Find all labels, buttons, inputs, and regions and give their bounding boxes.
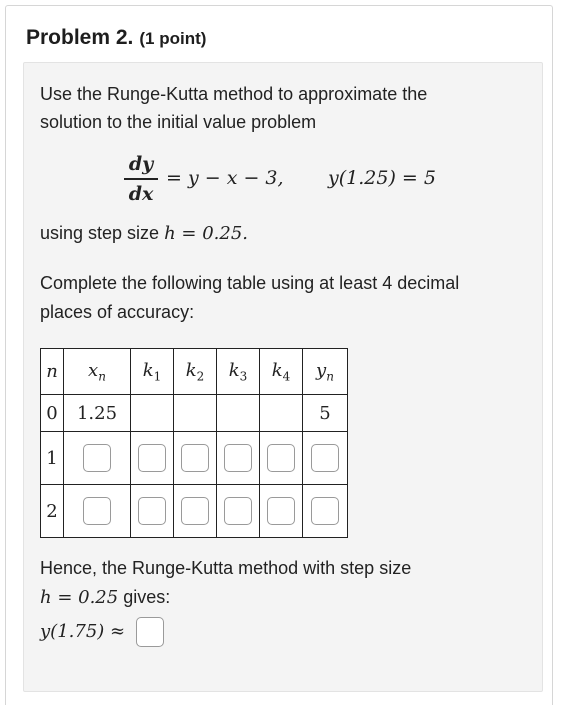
row0-k1 <box>131 395 174 432</box>
table-header-row <box>41 349 348 395</box>
row0-k2 <box>174 395 217 432</box>
row1-k4-input[interactable] <box>267 444 295 472</box>
table-row <box>41 485 348 538</box>
row1-k2-input[interactable] <box>181 444 209 472</box>
row1-k1-input[interactable] <box>138 444 166 472</box>
row1-y-input[interactable] <box>311 444 339 472</box>
problem-title: Problem 2. <box>26 26 134 49</box>
conclusion-line-1: Hence, the Runge-Kutta method with step size <box>40 558 412 578</box>
row2-k4-input[interactable] <box>267 497 295 525</box>
table-row <box>41 395 348 432</box>
row1-k1-cell <box>131 432 174 485</box>
runge-kutta-table <box>40 348 348 538</box>
initial-condition: y(1.25) = 5 <box>328 167 436 189</box>
header-n: n <box>41 349 64 395</box>
row1-k4-cell <box>260 432 303 485</box>
header-xn: $x_n$ <box>64 349 131 395</box>
row1-x-cell <box>64 432 131 485</box>
derivative-fraction <box>124 153 158 205</box>
row0-x: 1.25 <box>64 395 131 432</box>
header-yn: $y_n$ <box>303 349 348 395</box>
fraction-bar <box>124 178 158 180</box>
row2-x-input[interactable] <box>83 497 111 525</box>
row2-y-cell <box>303 485 348 538</box>
header-k4: $k_4$ <box>260 349 303 395</box>
table-row <box>41 432 348 485</box>
step-size-line <box>40 219 248 248</box>
step-size-prefix: using step size <box>40 223 165 243</box>
row2-k1-cell <box>131 485 174 538</box>
row1-k3-input[interactable] <box>224 444 252 472</box>
row2-x-cell <box>64 485 131 538</box>
row2-k1-input[interactable] <box>138 497 166 525</box>
equation-rhs: = y − x − 3, <box>166 167 284 189</box>
row1-k3-cell <box>217 432 260 485</box>
row1-k2-cell <box>174 432 217 485</box>
table-instruction-1: Complete the following table using at least 4 decimal <box>40 273 460 293</box>
row2-n: 2 <box>41 485 64 538</box>
answer-input[interactable] <box>136 617 164 647</box>
row1-x-input[interactable] <box>83 444 111 472</box>
table-instruction-2: places of accuracy: <box>40 302 195 322</box>
prompt-line-1: Use the Runge-Kutta method to approximate the <box>40 84 428 104</box>
header-k2: $k_2$ <box>174 349 217 395</box>
row2-k3-cell <box>217 485 260 538</box>
step-size-value: h = 0.25. <box>164 223 248 244</box>
approximation-label: y(1.75) ≈ <box>40 621 126 642</box>
row2-k4-cell <box>260 485 303 538</box>
row0-k4 <box>260 395 303 432</box>
conclusion-line-2 <box>40 583 170 612</box>
row0-k3 <box>217 395 260 432</box>
row2-y-input[interactable] <box>311 497 339 525</box>
row0-n: 0 <box>41 395 64 432</box>
row0-y: 5 <box>303 395 348 432</box>
header-k3: $k_3$ <box>217 349 260 395</box>
conclusion-gives: gives: <box>118 587 171 607</box>
row2-k2-input[interactable] <box>181 497 209 525</box>
fraction-denominator: dx <box>128 183 154 205</box>
problem-header <box>26 26 206 50</box>
fraction-numerator: dy <box>128 153 154 175</box>
problem-body <box>23 62 543 692</box>
row2-k2-cell <box>174 485 217 538</box>
row2-k3-input[interactable] <box>224 497 252 525</box>
prompt-line-2: solution to the initial value problem <box>40 112 317 132</box>
differential-equation <box>124 153 524 213</box>
row1-y-cell <box>303 432 348 485</box>
problem-points: (1 point) <box>139 29 207 48</box>
header-k1: $k_1$ <box>131 349 174 395</box>
conclusion-step-value: h = 0.25 <box>40 587 119 608</box>
row1-n: 1 <box>41 432 64 485</box>
